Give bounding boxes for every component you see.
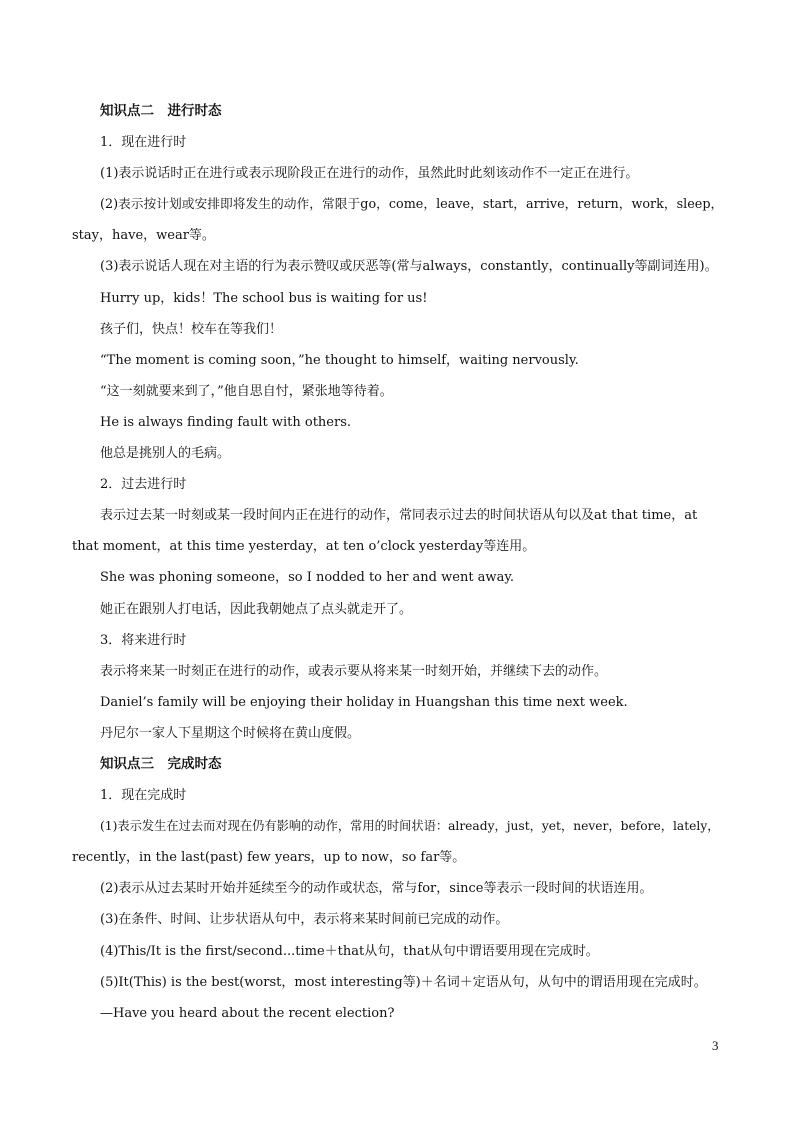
example-english: Daniel’s family will be enjoying their holiday in Huangshan this time next week.	[100, 694, 628, 710]
example-chinese: 丹尼尔一家人下星期这个时候将在黄山度假。	[100, 725, 361, 741]
paragraph: (1)表示发生在过去而对现在仍有影响的动作，常用的时间状语：already，just，yet，never，before，lately，	[100, 819, 720, 834]
paragraph-continuation: that moment，at this time yesterday，at ten o’clock yesterday等连用。	[72, 539, 536, 555]
paragraph: (3)在条件、时间、让步状语从句中，表示将来某时间前已完成的动作。	[100, 912, 509, 928]
example-english: —Have you heard about the recent election?	[100, 1005, 395, 1021]
paragraph: (1)表示说话时正在进行或表示现阶段正在进行的动作，虽然此时此刻该动作不一定正在进行。	[100, 166, 639, 182]
subsection-present-perfect: 1．现在完成时	[100, 788, 187, 804]
paragraph: 表示过去某一时刻或某一段时间内正在进行的动作，常同表示过去的时间状语从句以及at that time，at	[100, 508, 698, 524]
example-chinese: “这一刻就要来到了，”他自思自忖，紧张地等待着。	[100, 383, 393, 399]
example-english: She was phoning someone，so I nodded to her and went away.	[100, 570, 515, 586]
document-body	[72, 96, 724, 1029]
paragraph: (4)This/It is the first/second...time＋that从句，that从句中谓语要用现在完成时。	[100, 943, 599, 959]
example-english: He is always finding fault with others.	[100, 414, 352, 430]
paragraph-continuation: stay，have，wear等。	[72, 228, 215, 244]
paragraph: (2)表示按计划或安排即将发生的动作，常限于go，come，leave，start，arrive，return，work，sleep，	[100, 197, 724, 213]
example-chinese: 她正在跟别人打电话，因此我朝她点了点头就走开了。	[100, 601, 413, 617]
subsection-future-progressive: 3．将来进行时	[100, 632, 187, 648]
example-chinese: 孩子们，快点！校车在等我们！	[100, 321, 283, 337]
subsection-present-progressive: 1．现在进行时	[100, 135, 187, 151]
paragraph: 表示将来某一时刻正在进行的动作，或表示要从将来某一时刻开始，并继续下去的动作。	[100, 663, 608, 679]
section-heading-progressive: 知识点二 进行时态	[100, 103, 222, 119]
page-number: 3	[712, 1038, 719, 1053]
example-english: Hurry up，kids！The school bus is waiting for us!	[100, 290, 428, 306]
paragraph-continuation: recently，in the last(past) few years，up to now，so far等。	[72, 850, 466, 866]
example-english: “The moment is coming soon，”he thought to himself，waiting nervously.	[100, 352, 579, 368]
paragraph: (2)表示从过去某时开始并延续至今的动作或状态，常与for，since等表示一段时间的状语连用。	[100, 881, 653, 897]
example-chinese: 他总是挑别人的毛病。	[100, 446, 231, 462]
section-heading-perfect: 知识点三 完成时态	[100, 755, 222, 772]
paragraph: (5)It(This) is the best(worst，most interesting等)＋名词＋定语从句，从句中的谓语用现在完成时。	[100, 974, 707, 990]
paragraph: (3)表示说话人现在对主语的行为表示赞叹或厌恶等(常与always，constantly，continually等副词连用)。	[100, 259, 718, 275]
subsection-past-progressive: 2．过去进行时	[100, 477, 187, 493]
